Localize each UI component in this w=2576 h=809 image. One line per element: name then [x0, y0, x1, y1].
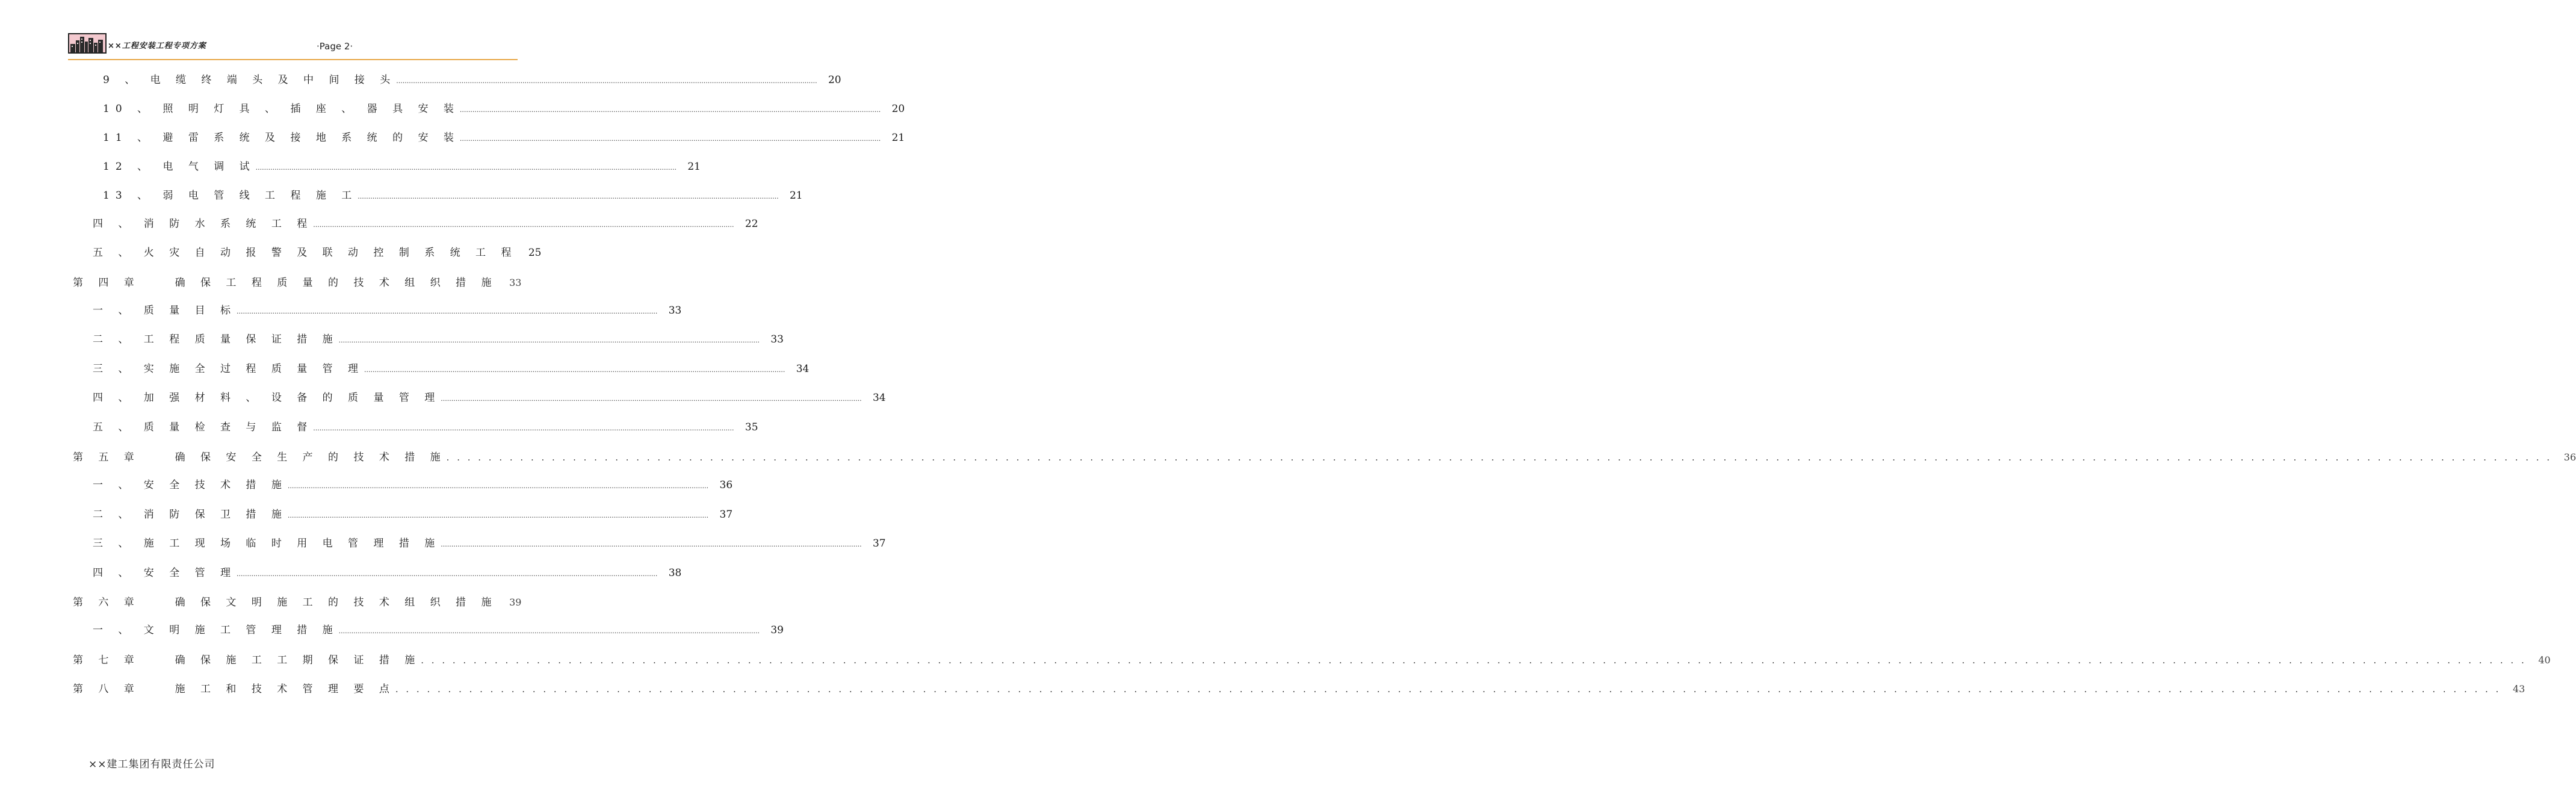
- toc-entry[interactable]: [93, 418, 758, 434]
- toc-leader-dots: ........................................................................................................................................................................................................: [255, 164, 677, 172]
- toc-entry-page: 20: [891, 103, 905, 115]
- toc-entry-title: 10 、 照 明 灯 具 、 插 座 、 器 具 安 装: [103, 103, 460, 115]
- toc-entry-title: 五 、 火 灾 自 动 报 警 及 联 动 控 制 系 统 工 程: [93, 247, 518, 259]
- toc-leader-dots: . . . . . . . . . . . . . . . . . . . . . . . . . . . . . . . . . . . . . . . . . . . . . . . . . . . . . . . . . . . . . . . . . . . . . . . . . . . . . . . . . . . . . . . . . . . . . . . . . . . . . . . . . . . . . . . . . . . . . . . . . . . . . . . . . . . . . . . . . . . . . . . . . . . . . . . . . . . . . . . . . . . . . . . . . . . . . . . . . . . . . . . . . . . . . . . . . . . . . . . .: [395, 684, 2501, 695]
- toc-entry[interactable]: [103, 129, 905, 144]
- toc-entry-page: 36: [2563, 451, 2576, 463]
- toc-entry[interactable]: [93, 330, 784, 346]
- toc-entry[interactable]: [93, 244, 542, 259]
- toc-entry-title: 9 、 电 缆 终 端 头 及 中 间 接 头: [103, 74, 397, 86]
- toc-entry[interactable]: [93, 506, 733, 521]
- toc-entry-page: 37: [719, 509, 733, 521]
- toc-entry-title: 第 七 章 确 保 施 工 工 期 保 证 措 施: [73, 654, 421, 666]
- toc-leader-dots: ........................................................................................................................................................................................................: [287, 482, 709, 490]
- toc-entry-title: 第 四 章 确 保 工 程 质 量 的 技 术 组 织 措 施: [73, 277, 498, 289]
- toc-entry-title: 二 、 工 程 质 量 保 证 措 施: [93, 333, 339, 346]
- toc-leader-dots: ........................................................................................................................................................................................................: [237, 308, 658, 315]
- toc-leader-dots: ........................................................................................................................................................................................................: [459, 135, 881, 143]
- toc-entry-title: 四 、 消 防 水 系 统 工 程: [93, 218, 314, 230]
- toc-entry[interactable]: [73, 594, 522, 609]
- toc-entry[interactable]: [73, 448, 2576, 464]
- toc-leader-dots: ........................................................................................................................................................................................................: [338, 627, 760, 635]
- company-logo: [68, 33, 107, 54]
- toc-entry-page: 33: [509, 277, 522, 288]
- toc-leader-dots: ........................................................................................................................................................................................................: [313, 424, 734, 432]
- toc-entry[interactable]: [93, 535, 886, 550]
- toc-entry-page: 22: [745, 218, 758, 230]
- toc-leader-dots: ........................................................................................................................................................................................................: [364, 366, 785, 374]
- toc-entry-page: 34: [872, 392, 886, 404]
- page-header: [68, 33, 518, 61]
- toc-entry[interactable]: [93, 564, 682, 580]
- toc-entry-page: 21: [789, 190, 803, 202]
- toc-entry-title: 二 、 消 防 保 卫 措 施: [93, 509, 288, 521]
- toc-entry-page: 33: [668, 305, 682, 317]
- toc-entry-title: 一 、 文 明 施 工 管 理 措 施: [93, 624, 339, 636]
- toc-entry-page: 43: [2512, 683, 2525, 695]
- toc-entry[interactable]: [103, 100, 905, 116]
- toc-entry[interactable]: [73, 680, 2525, 696]
- toc-entry-page: 35: [745, 421, 758, 433]
- toc-entry[interactable]: [93, 621, 784, 637]
- toc-leader-dots: ........................................................................................................................................................................................................: [338, 336, 760, 344]
- toc-leader-dots: ........................................................................................................................................................................................................: [287, 512, 709, 519]
- toc-entry-page: 39: [509, 597, 522, 608]
- toc-leader-dots: . . . . . . . . . . . . . . . . . . . . . . . . . . . . . . . . . . . . . . . . . . . . . . . . . . . . . . . . . . . . . . . . . . . . . . . . . . . . . . . . . . . . . . . . . . . . . . . . . . . . . . . . . . . . . . . . . . . . . . . . . . . . . . . . . . . . . . . . . . . . . . . . . . . . . . . . . . . . . . . . . . . . . . . . . . . . . . . . . . . . . . . . . . . . . . . . . . . . . . . .: [421, 655, 2527, 666]
- toc-entry-title: 13 、 弱 电 管 线 工 程 施 工: [103, 190, 358, 202]
- toc-entry-page: 33: [770, 333, 784, 346]
- toc-entry-page: 39: [770, 624, 784, 636]
- toc-entry-title: 第 六 章 确 保 文 明 施 工 的 技 术 组 织 措 施: [73, 597, 498, 609]
- toc-entry-page: 21: [687, 161, 701, 173]
- toc-entry-title: 三 、 实 施 全 过 程 质 量 管 理: [93, 363, 365, 375]
- toc-leader-dots: ........................................................................................................................................................................................................: [441, 395, 862, 403]
- toc-entry-title: 12 、 电 气 调 试: [103, 161, 256, 173]
- toc-entry[interactable]: [93, 389, 886, 404]
- toc-entry[interactable]: [93, 476, 733, 492]
- toc-entry[interactable]: [93, 215, 758, 231]
- toc-entry[interactable]: [73, 274, 522, 290]
- toc-entry-title: 第 八 章 施 工 和 技 术 管 理 要 点: [73, 683, 395, 695]
- toc-entry-title: 一 、 质 量 目 标: [93, 305, 237, 317]
- page-number: ·Page 2·: [317, 41, 353, 52]
- toc-entry-title: 一 、 安 全 技 术 措 施: [93, 479, 288, 491]
- toc-entry-title: 11 、 避 雷 系 统 及 接 地 系 统 的 安 装: [103, 132, 460, 144]
- toc-entry-page: 34: [796, 363, 810, 375]
- toc-leader-dots: ........................................................................................................................................................................................................: [313, 221, 734, 229]
- toc-entry[interactable]: [93, 360, 810, 376]
- toc-entry[interactable]: [73, 651, 2551, 667]
- document-title: ××工程安装工程专项方案: [108, 42, 206, 51]
- toc-entry[interactable]: [103, 158, 701, 173]
- footer-company: ××建工集团有限责任公司: [88, 758, 215, 770]
- toc-entry-title: 三 、 施 工 现 场 临 时 用 电 管 理 措 施: [93, 538, 441, 550]
- toc-entry-page: 40: [2538, 654, 2551, 666]
- toc-leader-dots: ........................................................................................................................................................................................................: [459, 106, 881, 114]
- header-divider: [68, 59, 518, 60]
- toc-leader-dots: . . . . . . . . . . . . . . . . . . . . . . . . . . . . . . . . . . . . . . . . . . . . . . . . . . . . . . . . . . . . . . . . . . . . . . . . . . . . . . . . . . . . . . . . . . . . . . . . . . . . . . . . . . . . . . . . . . . . . . . . . . . . . . . . . . . . . . . . . . . . . . . . . . . . . . . . . . . . . . . . . . . . . . . . . . . . . . . . . . . . . . . . . . . . . . . . . . . . . . . .: [446, 452, 2553, 463]
- toc-entry[interactable]: [103, 71, 841, 87]
- toc-entry-title: 五 、 质 量 检 查 与 监 督: [93, 421, 314, 433]
- toc-entry-page: 36: [719, 479, 733, 491]
- toc-entry-page: 37: [872, 538, 886, 550]
- toc-leader-dots: ........................................................................................................................................................................................................: [441, 541, 862, 548]
- toc-leader-dots: ........................................................................................................................................................................................................: [237, 570, 658, 578]
- toc-entry[interactable]: [103, 187, 803, 202]
- toc-entry-page: 21: [891, 132, 905, 144]
- toc-entry[interactable]: [93, 302, 682, 317]
- toc-leader-dots: ........................................................................................................................................................................................................: [358, 193, 779, 200]
- toc-entry-page: 25: [528, 247, 542, 259]
- toc-entry-page: 20: [828, 74, 841, 86]
- toc-entry-page: 38: [668, 567, 682, 579]
- toc-leader-dots: ........................................................................................................................................................................................................: [396, 77, 817, 85]
- toc-entry-title: 四 、 加 强 材 料 、 设 备 的 质 量 管 理: [93, 392, 441, 404]
- toc-entry-title: 第 五 章 确 保 安 全 生 产 的 技 术 措 施: [73, 451, 447, 463]
- toc-entry-title: 四 、 安 全 管 理: [93, 567, 237, 579]
